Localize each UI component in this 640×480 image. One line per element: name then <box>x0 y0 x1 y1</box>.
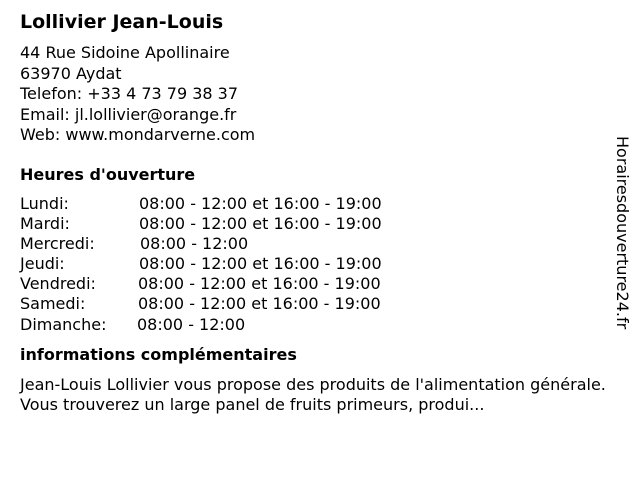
business-card <box>20 10 610 415</box>
hours-row-mardi <box>20 214 610 234</box>
hours-day-label: Mardi: <box>20 213 70 233</box>
hours-day-label: Mercredi: <box>20 233 95 253</box>
additional-info-title: informations complémentaires <box>20 344 297 364</box>
hours-row-mercredi <box>20 234 610 254</box>
hours-time-value: 08:00 - 12:00 <box>140 233 249 253</box>
additional-info-text: Jean-Louis Lollivier vous propose des produits de l'alimentation générale. Vous trouverez un large panel de fruits primeurs, produi... <box>20 374 606 414</box>
hours-day-label: Jeudi: <box>20 254 65 274</box>
hours-row-samedi <box>20 294 610 314</box>
hours-row-dimanche <box>20 315 610 335</box>
hours-time-value: 08:00 - 12:00 et 16:00 - 19:00 <box>139 213 382 233</box>
hours-day-label: Vendredi: <box>20 274 96 294</box>
hours-time-value: 08:00 - 12:00 <box>137 314 246 334</box>
web-line: Web: www.mondarverne.com <box>20 125 256 144</box>
contact-block <box>20 43 610 146</box>
hours-day-label: Dimanche: <box>20 314 107 334</box>
hours-row-lundi <box>20 194 610 214</box>
hours-day-label: Lundi: <box>20 193 69 213</box>
opening-hours-list <box>20 194 610 335</box>
email-line: Email: jl.lollivier@orange.fr <box>20 104 237 124</box>
address-line-1: 44 Rue Sidoine Apollinaire <box>20 43 230 62</box>
phone-line: Telefon: +33 4 73 79 38 37 <box>20 84 239 103</box>
hours-time-value: 08:00 - 12:00 et 16:00 - 19:00 <box>139 254 382 274</box>
opening-hours-title: Heures d'ouverture <box>20 164 196 184</box>
address-line-2: 63970 Aydat <box>20 63 122 83</box>
hours-row-vendredi <box>20 274 610 294</box>
hours-day-label: Samedi: <box>20 294 86 314</box>
site-watermark: Horairesdouverture24.fr <box>613 136 632 330</box>
hours-row-jeudi <box>20 254 610 274</box>
hours-time-value: 08:00 - 12:00 et 16:00 - 19:00 <box>138 274 381 294</box>
hours-time-value: 08:00 - 12:00 et 16:00 - 19:00 <box>139 193 382 213</box>
business-name: Lollivier Jean-Louis <box>20 11 224 33</box>
hours-time-value: 08:00 - 12:00 et 16:00 - 19:00 <box>138 294 381 314</box>
